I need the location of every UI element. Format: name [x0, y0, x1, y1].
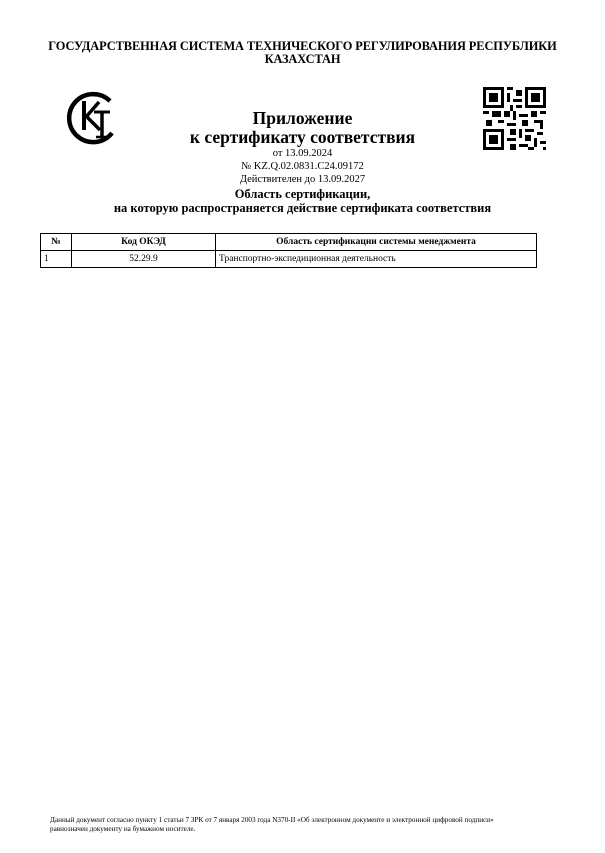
cell-scope: Транспортно-экспедиционная деятельность: [216, 251, 537, 268]
certificate-number: № KZ.Q.02.0831.C24.09172: [241, 161, 364, 172]
column-header-oked-code: Код ОКЭД: [72, 234, 216, 251]
footer-line-2: равнозначен документу на бумажном носителе.: [50, 825, 196, 833]
table-row: [41, 251, 537, 268]
valid-until: Действителен до 13.09.2027: [239, 174, 366, 185]
footer-line-1: Данный документ согласно пункту 1 статьи 7 ЗРК от 7 января 2003 года N370-II «Об электронном документе и электронной цифровой подписи»: [50, 816, 494, 824]
column-header-scope: Область сертификации системы менеджмента: [216, 234, 537, 251]
scope-heading-line-2: на которую распространяется действие сертификата соответствия: [113, 201, 492, 215]
cell-oked-code: 52.29.9: [72, 251, 216, 268]
issue-date: от 13.09.2024: [272, 148, 333, 159]
table-header-row: [41, 234, 537, 251]
title-block: [100, 109, 505, 215]
agency-header: [40, 40, 565, 66]
document-title: Приложение: [252, 108, 353, 128]
scope-heading-line-1: Область сертификации,: [234, 187, 371, 201]
document-subtitle: к сертификату соответствия: [189, 127, 416, 147]
column-header-number: №: [41, 234, 72, 251]
agency-line-1: ГОСУДАРСТВЕННАЯ СИСТЕМА ТЕХНИЧЕСКОГО РЕГУЛИРОВАНИЯ РЕСПУБЛИКИ: [48, 39, 557, 53]
legal-footer: [50, 816, 565, 834]
scope-table: [40, 233, 537, 268]
agency-line-2: КАЗАХСТАН: [264, 52, 341, 66]
cell-number: 1: [41, 251, 72, 268]
